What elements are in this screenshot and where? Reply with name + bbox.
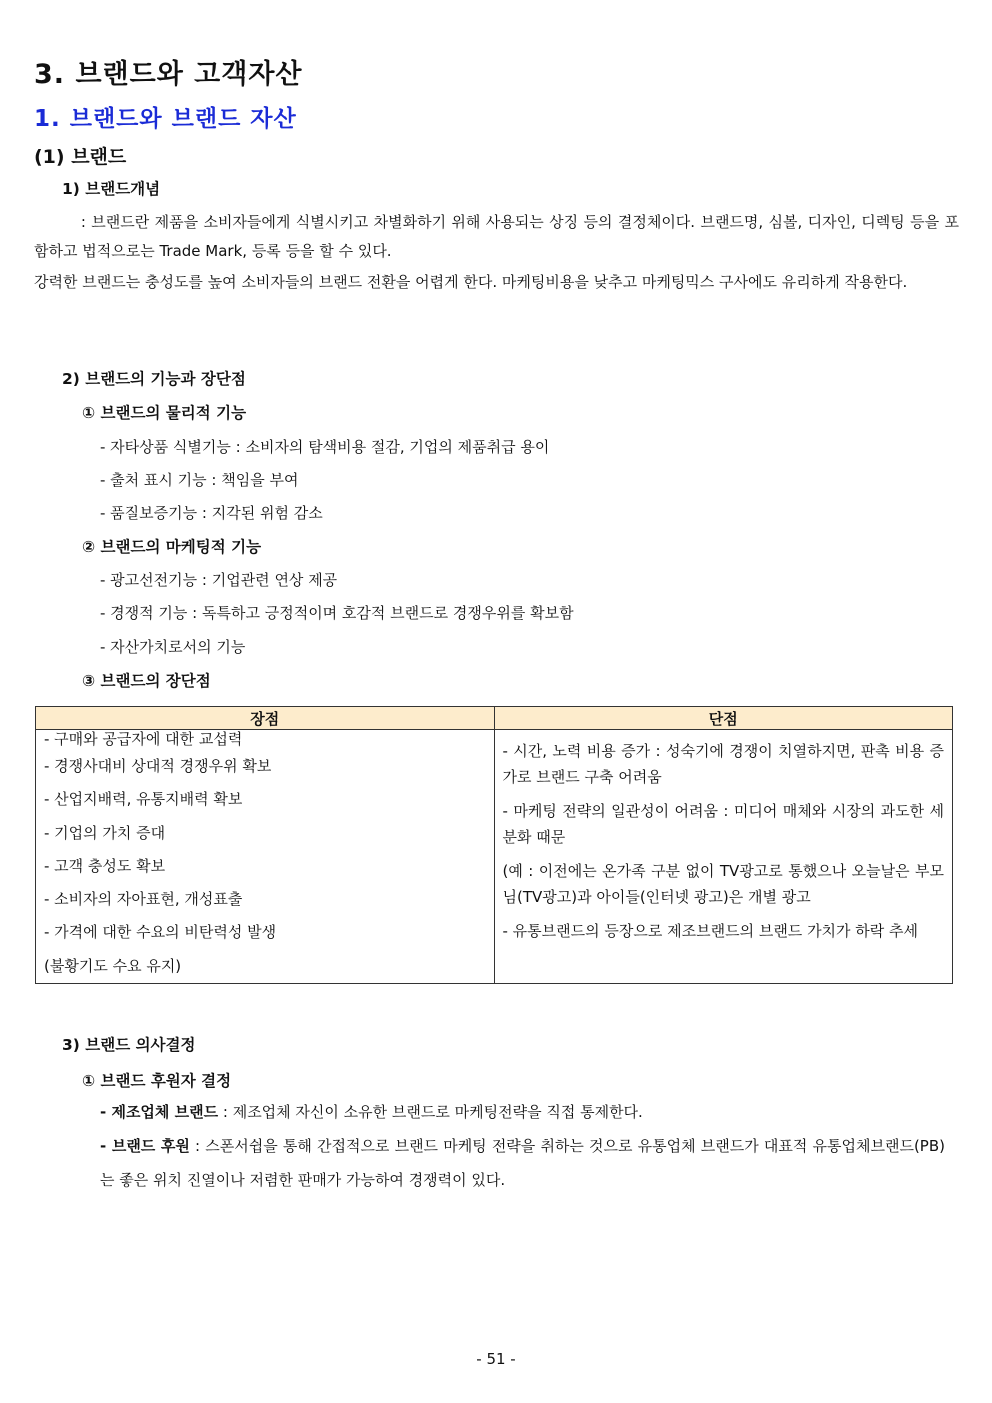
- concept-heading: 1) 브랜드개념: [62, 180, 161, 198]
- concept-paragraph-2: 강력한 브랜드는 충성도를 높여 소비자들의 브랜드 전환을 어렵게 한다. 마케팅비용을 낮추고 마케팅믹스 구사에도 유리하게 작용한다.: [34, 273, 908, 291]
- cons-item: (예 : 이전에는 온가족 구분 없이 TV광고로 통했으나 오늘날은 부모님(TV광고)과 아이들(인터넷 광고)은 개별 광고: [502, 862, 944, 906]
- list-item: - 자타상품 식별기능 : 소비자의 탐색비용 절감, 기업의 제품취급 용이: [100, 438, 550, 456]
- decision-item-1: [100, 1095, 945, 1129]
- cons-item: - 시간, 노력 비용 증가 : 성숙기에 경쟁이 치열하지면, 판촉 비용 증가로 브랜드 구축 어려움: [502, 742, 944, 786]
- section-title: 1. 브랜드와 브랜드 자산: [34, 106, 297, 132]
- sponsor-decision-heading: ① 브랜드 후원자 결정: [82, 1072, 232, 1090]
- decision-item-1-label: - 제조업체 브랜드: [100, 1103, 219, 1121]
- cons-header: 단점: [494, 707, 953, 730]
- list-item: - 자산가치로서의 기능: [100, 638, 246, 656]
- pros-item: (불황기도 수요 유지): [44, 956, 182, 975]
- list-item: - 경쟁적 기능 : 독특하고 긍정적이며 호감적 브랜드로 경쟁우위를 확보함: [100, 604, 574, 622]
- decision-item-2-text: : 스폰서쉽을 통해 간접적으로 브랜드 마케팅 전략을 취하는 것으로 유통업체 브랜드가 대표적 유통업체브랜드(PB)는 좋은 위치 진열이나 저렴한 판매가 가능하여 경쟁력이 있다.: [100, 1137, 945, 1189]
- decision-item-2: [100, 1129, 945, 1197]
- pros-item: - 기업의 가치 증대: [44, 823, 166, 842]
- cons-item: - 유통브랜드의 등장으로 제조브랜드의 브랜드 가치가 하락 추세: [502, 922, 919, 940]
- marketing-function-heading: ② 브랜드의 마케팅적 기능: [82, 538, 262, 556]
- pros-item: - 경쟁사대비 상대적 경쟁우위 확보: [44, 757, 272, 775]
- list-item: - 품질보증기능 : 지각된 위험 감소: [100, 504, 323, 522]
- page-number: - 51 -: [476, 1350, 516, 1368]
- physical-function-heading: ① 브랜드의 물리적 기능: [82, 404, 247, 422]
- decision-item-1-text: : 제조업체 자신이 소유한 브랜드로 마케팅전략을 직접 통제한다.: [218, 1103, 643, 1121]
- proscons-table: [35, 706, 953, 984]
- pros-cell: [36, 730, 495, 984]
- pros-item: - 가격에 대한 수요의 비탄력성 발생: [44, 923, 277, 942]
- chapter-title: 3. 브랜드와 고객자산: [34, 59, 303, 90]
- cons-cell: [494, 730, 953, 984]
- decision-item-2-label: - 브랜드 후원: [100, 1137, 190, 1155]
- proscons-heading: ③ 브랜드의 장단점: [82, 672, 211, 690]
- pros-item: - 산업지배력, 유통지배력 확보: [44, 790, 243, 809]
- subsection-title: (1) 브랜드: [34, 146, 127, 168]
- concept-paragraph-1: : 브랜드란 제품을 소비자들에게 식별시키고 차별화하기 위해 사용되는 상징 등의 결정체이다. 브랜드명, 심볼, 디자인, 디렉팅 등을 포함하고 법적으로는 Trade Mark, 등록 등을 할 수 있다.: [34, 213, 959, 260]
- pros-item: - 소비자의 자아표현, 개성표출: [44, 890, 243, 909]
- pros-item: - 구매와 공급자에 대한 교섭력: [44, 730, 243, 748]
- pros-header: 장점: [36, 707, 495, 730]
- functions-heading: 2) 브랜드의 기능과 장단점: [62, 370, 246, 388]
- list-item: - 출처 표시 기능 : 책임을 부여: [100, 471, 299, 489]
- pros-item: - 고객 충성도 확보: [44, 856, 166, 875]
- list-item: - 광고선전기능 : 기업관련 연상 제공: [100, 571, 338, 589]
- decision-heading: 3) 브랜드 의사결정: [62, 1036, 196, 1054]
- cons-item: - 마케팅 전략의 일관성이 어려움 : 미디어 매체와 시장의 과도한 세분화 때문: [502, 802, 944, 846]
